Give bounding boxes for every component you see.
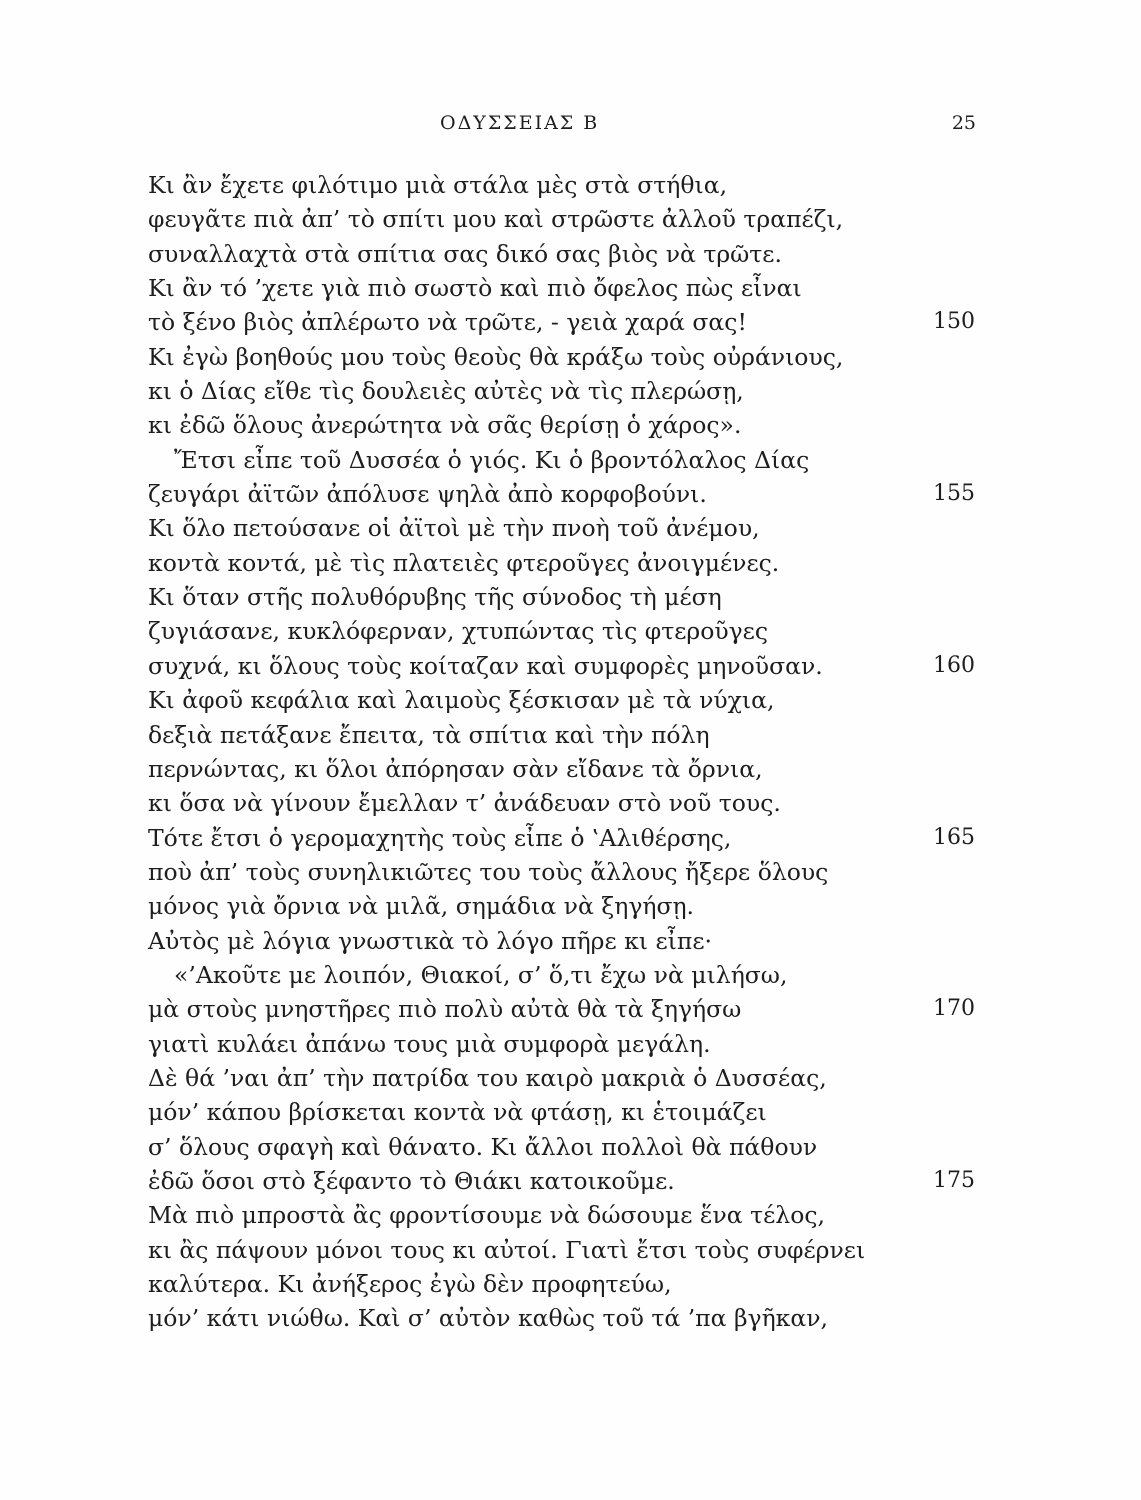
verse-line-text: Κι ὅλο πετούσανε οἱ ἀϊτοὶ μὲ τὴν πνοὴ τοῦ ἀνέμου, <box>148 514 760 543</box>
verse-line-text: «’Ακοῦτε με λοιπόν, Θιακοί, σ’ ὅ,τι ἔχω νὰ μιλήσω, <box>174 960 788 989</box>
verse-line-text: δεξιὰ πετάξανε ἔπειτα, τὰ σπίτια καὶ τὴν πόλη <box>148 720 710 749</box>
line-number: 150 <box>933 309 975 335</box>
verse-line-text: καλύτερα. Κι ἀνήξερος ἐγὼ δὲν προφητεύω, <box>148 1270 672 1298</box>
verse-line-text: κι ἐδῶ ὅλους ἀνερώτητα νὰ σᾶς θερίσῃ ὁ χάρος». <box>148 411 742 440</box>
verse-line-text: Κι ἂν ἔχετε φιλότιμο μιὰ στάλα μὲς στὰ στήθια, <box>148 171 728 199</box>
verse-line-text: Κι ἐγὼ βοηθούς μου τοὺς θεοὺς θὰ κράξω τοὺς οὐράνιους, <box>148 342 844 371</box>
verse-line <box>148 271 988 305</box>
verse-line-text: ζευγάρι ἀϊτῶν ἀπόλυσε ψηλὰ ἀπὸ κορφοβούνι. <box>148 480 707 509</box>
verse-line-text: περνώντας, κι ὅλοι ἀπόρησαν σὰν εἴδανε τὰ ὄρνια, <box>148 754 763 783</box>
verse-line <box>148 340 988 374</box>
verse-line <box>148 546 988 580</box>
verse-line <box>148 1061 988 1095</box>
verse-line-text: ποὺ ἀπ’ τοὺς συνηλικιῶτες του τοὺς ἄλλους ἤξερε ὅλους <box>148 857 829 886</box>
verse-text <box>148 168 988 1336</box>
line-number: 165 <box>933 824 975 850</box>
verse-line <box>148 511 988 545</box>
verse-line <box>148 408 988 442</box>
verse-line <box>148 683 988 717</box>
verse-line-text: Δὲ θά ’ναι ἀπ’ τὴν πατρίδα του καιρὸ μακριὰ ὁ Δυσσέας, <box>148 1063 827 1092</box>
verse-line-text: μόν’ κάτι νιώθω. Καὶ σ’ αὐτὸν καθὼς τοῦ τά ’πα βγῆκαν, <box>148 1304 828 1333</box>
page-number: 25 <box>951 112 976 134</box>
line-number: 155 <box>933 481 975 507</box>
verse-line <box>148 443 988 477</box>
verse-line <box>148 202 988 236</box>
verse-line-text: σ’ ὅλους σφαγὴ καὶ θάνατο. Κι ἄλλοι πολλοὶ θὰ πάθουν <box>148 1132 818 1161</box>
verse-line <box>148 1095 988 1129</box>
verse-line-text: μὰ στοὺς μνηστῆρες πιὸ πολὺ αὐτὰ θὰ τὰ ξηγήσω <box>148 995 742 1024</box>
verse-line-text: Τότε ἔτσι ὁ γερομαχητὴς τοὺς εἶπε ὁ ‛Αλιθέρσης, <box>148 823 732 852</box>
verse-line <box>148 718 988 752</box>
verse-line-text: κοντὰ κοντά, μὲ τὶς πλατειὲς φτεροῦγες ἀνοιγμένες. <box>148 548 780 577</box>
verse-line-text: Μὰ πιὸ μπροστὰ ἂς φροντίσουμε νὰ δώσουμε ἕνα τέλος, <box>148 1201 825 1230</box>
verse-line <box>148 1027 988 1061</box>
verse-line <box>148 821 988 855</box>
verse-line-text: Κι ἀφοῦ κεφάλια καὶ λαιμοὺς ξέσκισαν μὲ τὰ νύχια, <box>148 686 775 715</box>
verse-line <box>148 855 988 889</box>
verse-line <box>148 1267 988 1301</box>
verse-line <box>148 237 988 271</box>
verse-line <box>148 1198 988 1232</box>
verse-line-text: ἐδῶ ὅσοι στὸ ξέφαντο τὸ Θιάκι κατοικοῦμε. <box>148 1166 675 1195</box>
verse-line-text: μόνος γιὰ ὄρνια νὰ μιλᾶ, σημάδια νὰ ξηγήσῃ. <box>148 892 695 921</box>
verse-line <box>148 374 988 408</box>
verse-line <box>148 477 988 511</box>
verse-line <box>148 580 988 614</box>
verse-line-text: γιατὶ κυλάει ἀπάνω τους μιὰ συμφορὰ μεγάλη. <box>148 1029 711 1058</box>
verse-line <box>148 305 988 339</box>
verse-line-text: τὸ ξένο βιὸς ἀπλέρωτο νὰ τρῶτε, - γειὰ χαρά σας! <box>148 308 747 337</box>
verse-line-text: συναλλαχτὰ στὰ σπίτια σας δικό σας βιὸς νὰ τρῶτε. <box>148 239 782 268</box>
verse-line-text: φευγᾶτε πιὰ ἀπ’ τὸ σπίτι μου καὶ στρῶστε ἀλλοῦ τραπέζι, <box>148 205 844 234</box>
verse-line-text: Κι ἂν τό ’χετε γιὰ πιὸ σωστὸ καὶ πιὸ ὄφελος πὼς εἶναι <box>148 274 802 303</box>
verse-line <box>148 786 988 820</box>
verse-line <box>148 992 988 1026</box>
verse-line-text: μόν’ κάπου βρίσκεται κοντὰ νὰ φτάσῃ, κι ἑτοιμάζει <box>148 1098 767 1127</box>
verse-line-text: Κι ὅταν στῆς πολυθόρυβης τῆς σύνοδος τὴ μέση <box>148 583 722 612</box>
verse-line-text: κι ἂς πάψουν μόνοι τους κι αὐτοί. Γιατὶ ἔτσι τοὺς συφέρνει <box>148 1235 866 1264</box>
verse-line <box>148 1233 988 1267</box>
line-number: 160 <box>933 652 975 678</box>
verse-line-text: κι ὁ Δίας εἴθε τὶς δουλειὲς αὐτὲς νὰ τὶς πλερώσῃ, <box>148 377 744 406</box>
verse-line-text: κι ὅσα νὰ γίνουν ἔμελλαν τ’ ἀνάδευαν στὸ νοῦ τους. <box>148 789 781 818</box>
verse-line <box>148 924 988 958</box>
verse-line-text: ζυγιάσανε, κυκλόφερναν, χτυπώντας τὶς φτεροῦγες <box>148 617 769 646</box>
verse-line <box>148 1130 988 1164</box>
line-number: 170 <box>933 996 975 1022</box>
verse-line-text: συχνά, κι ὅλους τοὺς κοίταζαν καὶ συμφορὲς μηνοῦσαν. <box>148 651 823 680</box>
verse-line-text: Ἔτσι εἶπε τοῦ Δυσσέα ὁ γιός. Κι ὁ βροντόλαλος Δίας <box>174 445 810 474</box>
verse-line <box>148 614 988 648</box>
verse-line <box>148 168 988 202</box>
verse-line <box>148 649 988 683</box>
verse-line <box>148 958 988 992</box>
verse-line <box>148 889 988 923</box>
line-number: 175 <box>933 1167 975 1193</box>
running-title: ΟΔΥΣΣΕΙΑΣ Β <box>440 112 600 134</box>
verse-line <box>148 1164 988 1198</box>
verse-line <box>148 1301 988 1335</box>
verse-line <box>148 752 988 786</box>
verse-line-text: Αὐτὸς μὲ λόγια γνωστικὰ τὸ λόγο πῆρε κι εἶπε· <box>148 926 712 955</box>
